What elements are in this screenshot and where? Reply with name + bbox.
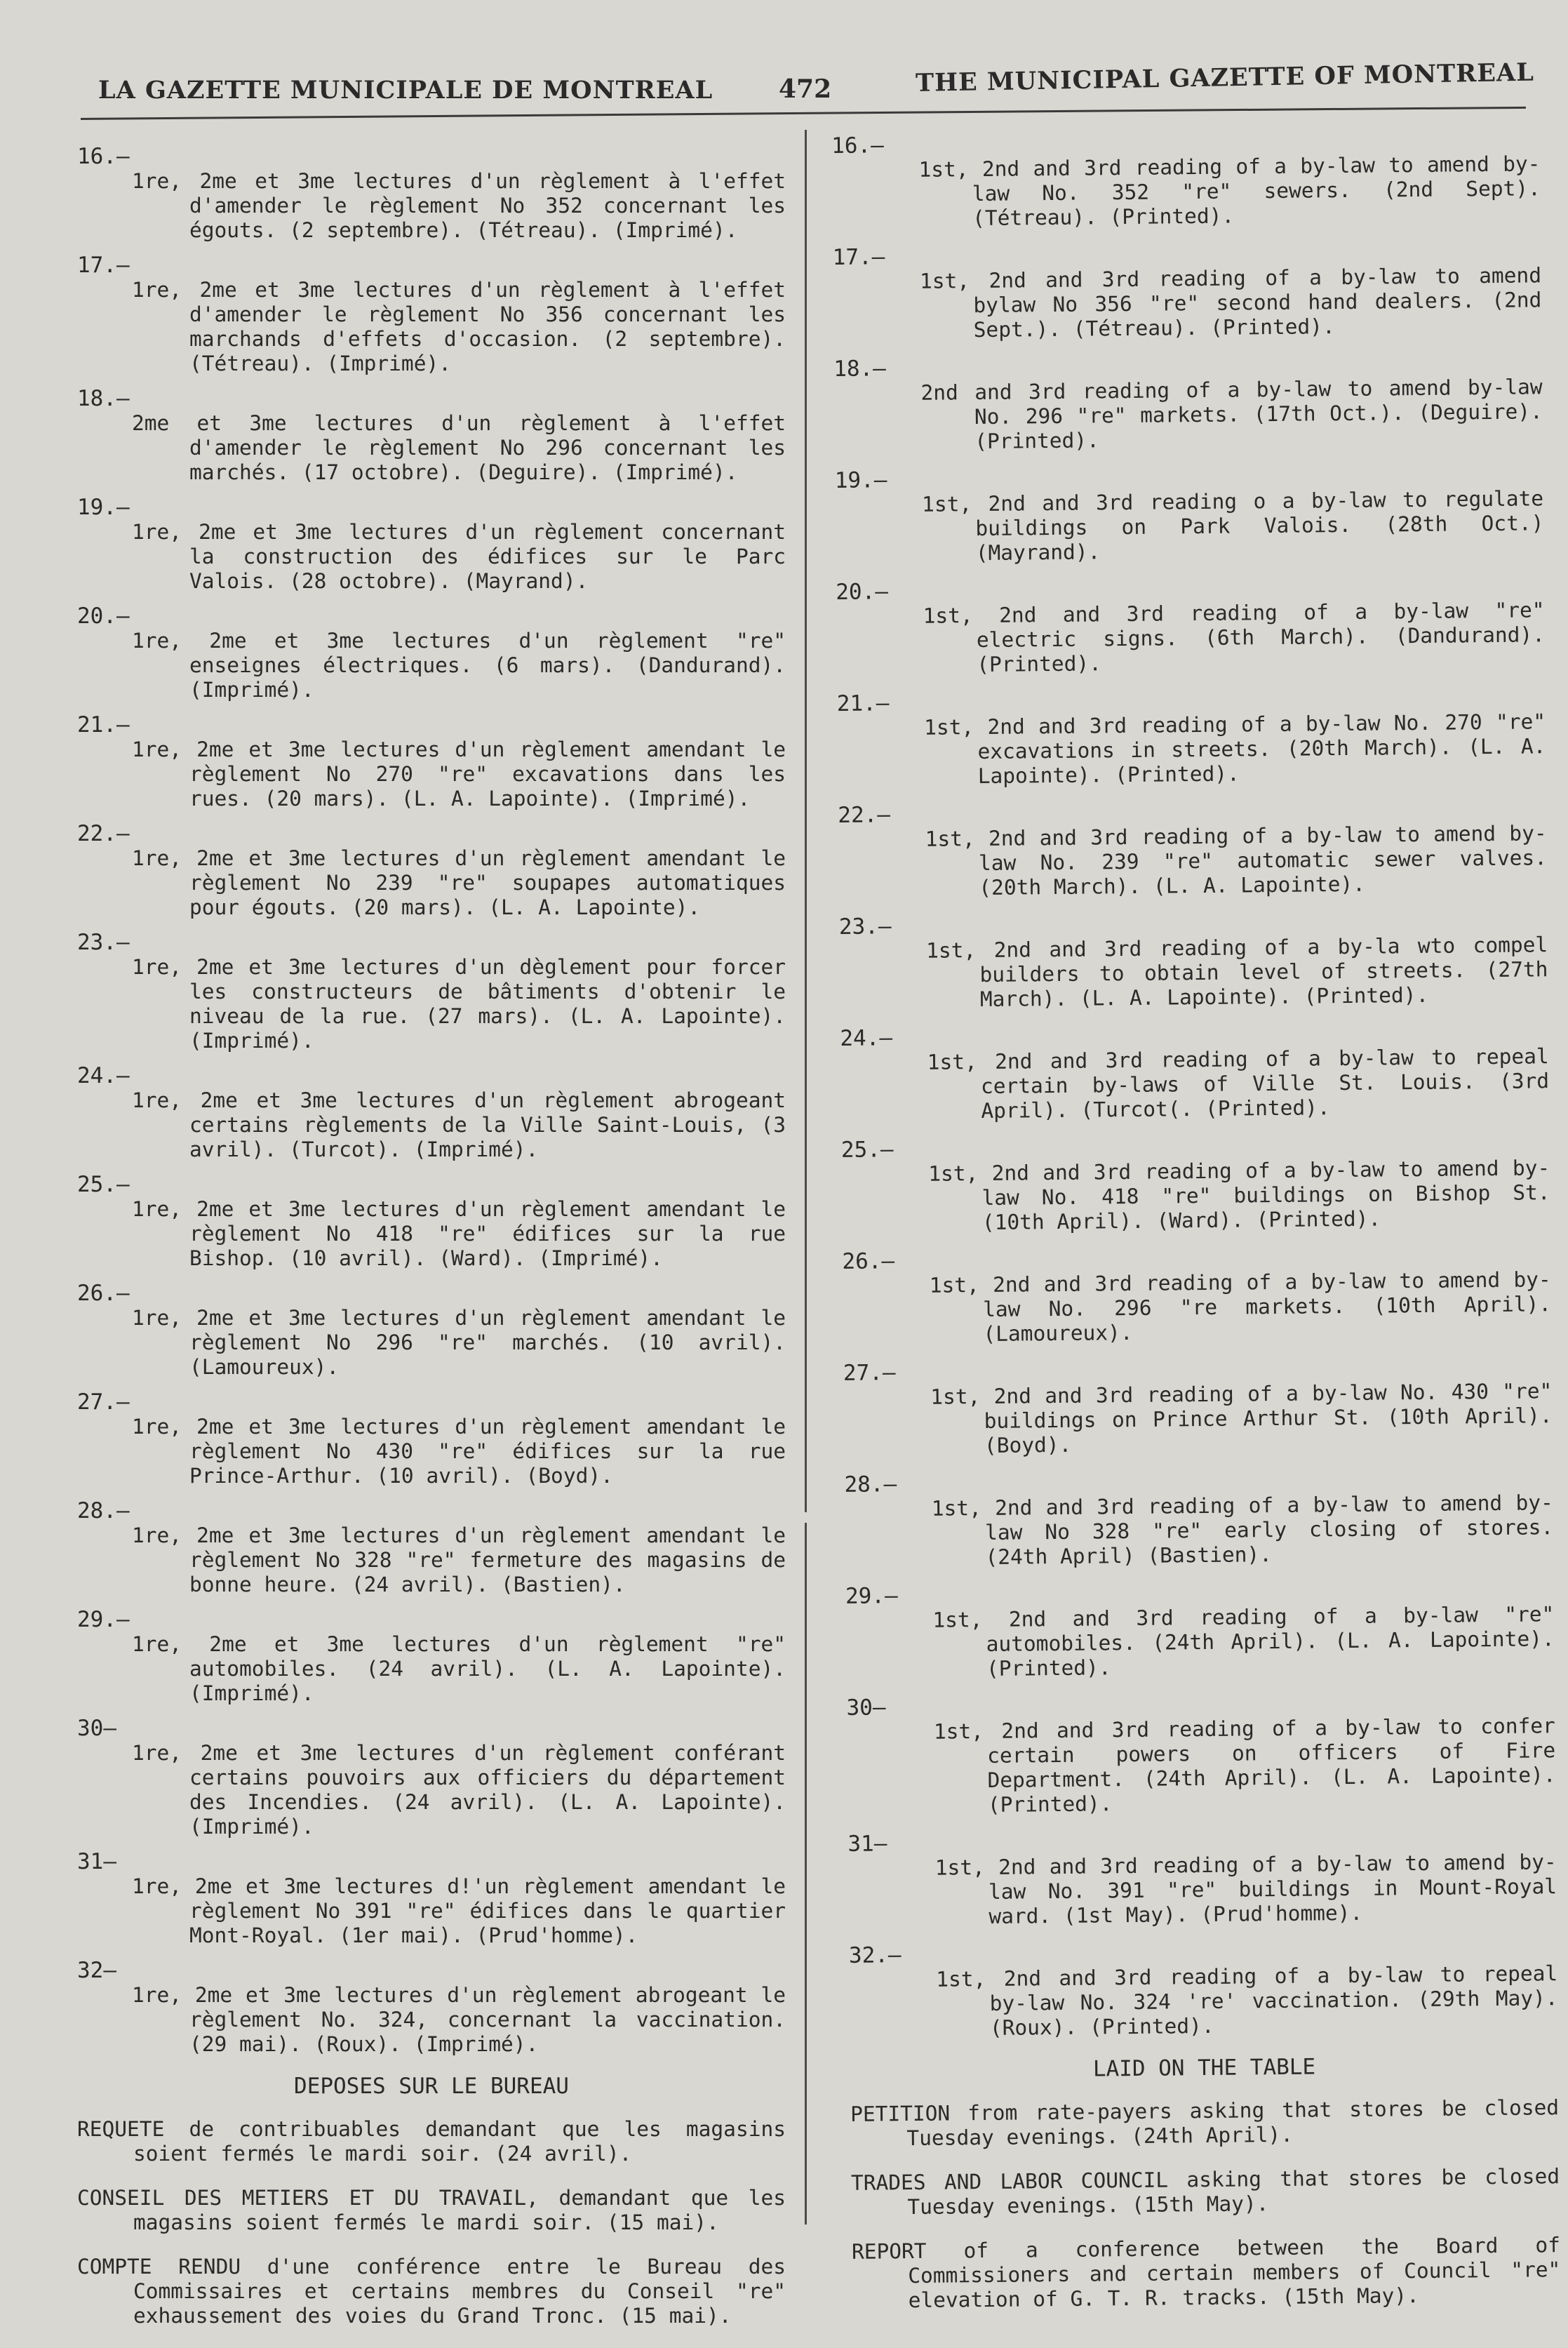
column-divider <box>805 130 807 1512</box>
entry-number: 29.— <box>845 1583 898 1609</box>
entry-number: 22.— <box>77 821 130 846</box>
list-item <box>77 1281 786 1380</box>
entry-text: 1re, 2me et 3me lectures d'un règlement "re" enseignes électriques. (6 mars). (Dandurand). (Imprimé). <box>132 629 786 702</box>
list-item: REPORT of a conference between the Board of Commissioners and certain members of Council "re" elevation of G. T. R. tracks. (15th May). <box>851 2233 1561 2313</box>
list-item: PETITION from rate-payers asking that stores be closed Tuesday evenings. (24th April). <box>850 2095 1560 2151</box>
entry-number: 19.— <box>834 467 887 493</box>
list-item <box>835 461 1544 567</box>
entry-number: 16.— <box>77 144 130 169</box>
list-item <box>842 1242 1551 1348</box>
entry-text: 1re, 2me et 3me lectures d'un règlement conférant certains pouvoirs aux officiers du département des Incendies. (24 avril). (L. A. Lapointe). (Imprimé). <box>132 1741 786 1839</box>
entry-text: 1re, 2me et 3me lectures d'un règlement abrogeant le règlement No. 324, concernant la vaccination. (29 mai). (Roux). (Imprimé). <box>132 1983 786 2056</box>
entry-number: 29.— <box>77 1607 130 1632</box>
entry-number: 19.— <box>77 495 130 520</box>
list-item <box>77 712 786 811</box>
list-item <box>841 1130 1550 1236</box>
entry-number: 30— <box>77 1716 116 1741</box>
list-item <box>77 821 786 920</box>
entry-number: 28.— <box>844 1472 897 1497</box>
entry-text: 1re, 2me et 3me lectures d'un règlement abrogeant certains règlements de la Ville Saint-Louis, (3 avril). (Turcot). (Imprimé). <box>132 1088 786 1161</box>
entry-number: 26.— <box>842 1248 895 1274</box>
entry-text: 1st, 2nd and 3rd reading o a by-law to regulate buildings on Park Valois. (28th Oct.) (Mayrand). <box>921 486 1544 566</box>
list-item <box>77 386 786 485</box>
entry-text: 1re, 2me et 3me lectures d'un règlement amendant le règlement No 430 "re" édifices sur la rue Prince-Arthur. (10 avril). (Boyd). <box>132 1415 786 1488</box>
entry-text: 1st, 2nd and 3rd reading of a by-law to repeal certain by-laws of Ville St. Louis. (3rd April). (Turcot(. (Printed). <box>927 1044 1550 1123</box>
list-item <box>77 1716 786 1839</box>
header-rule <box>81 107 1526 120</box>
entry-number: 18.— <box>833 356 887 382</box>
entry-number: 25.— <box>840 1137 894 1163</box>
entry-text: 1st, 2nd and 3rd reading of a by-law to amend by-law No. 296 "re markets. (10th April). (Lamoureux). <box>929 1267 1552 1347</box>
entry-number: 24.— <box>77 1063 130 1088</box>
list-item <box>77 1389 786 1488</box>
entry-text: 1st, 2nd and 3rd reading of a by-law to amend by-law No. 391 "re" buildings in Mount-Royal ward. (1st May). (Prud'homme). <box>934 1850 1557 1928</box>
entry-text: 1st, 2nd and 3rd reading of a by-law to amend by-law No. 352 "re" sewers. (2nd Sept). (Tétreau). (Printed). <box>918 152 1541 231</box>
entry-text: 1st, 2nd and 3rd reading of a by-la wto compel builders to obtain level of streets. (27th March). (L. A. Lapointe). (Printed). <box>926 933 1548 1012</box>
entry-text: 1st, 2nd and 3rd reading of a by-law "re" automobiles. (24th April). (L. A. Lapointe). (Printed). <box>932 1602 1555 1681</box>
entry-text: 1re, 2me et 3me lectures d'un règlement amendant le règlement No 239 "re" soupapes automatiques pour égouts. (20 mars). (L. A. Lapointe). <box>132 846 786 919</box>
list-item <box>843 1354 1553 1460</box>
entry-number: 21.— <box>77 712 130 738</box>
list-item <box>838 796 1547 902</box>
entry-text: 2me et 3me lectures d'un règlement à l'effet d'amender le règlement No 296 concernant les marchés. (17 octobre). (Deguire). (Imprimé). <box>132 411 786 484</box>
entry-number: 26.— <box>77 1281 130 1306</box>
entry-number: 17.— <box>77 253 130 278</box>
list-item <box>77 603 786 702</box>
entry-text: 1re, 2me et 3me lectures d'un règlement à l'effet d'amender le règlement No 352 concernant les égouts. (2 septembre). (Tétreau). (Imprimé). <box>132 169 786 242</box>
list-item <box>831 126 1541 232</box>
french-column <box>77 144 786 2348</box>
list-item <box>847 1825 1557 1930</box>
entry-number: 21.— <box>836 691 890 716</box>
entry-number: 27.— <box>77 1389 130 1415</box>
list-item <box>77 495 786 594</box>
entry-number: 16.— <box>831 133 884 159</box>
entry-text: 1st, 2nd and 3rd reading of a by-law "re" electric signs. (6th March). (Dandurand). (Printed). <box>923 598 1546 677</box>
entry-text: 1st, 2nd and 3rd reading of a by-law to confer certain powers on officers of Fire Department. (24th April). (L. A. Lapointe). (Printed). <box>933 1714 1556 1817</box>
list-item: COMPTE RENDU d'une conférence entre le Bureau des Commissaires et certains membres du Conseil "re" exhaussement des voies du Grand Tronc. (15 mai). <box>77 2255 786 2328</box>
list-item <box>844 1465 1553 1571</box>
page-header <box>0 0 1568 133</box>
list-item <box>836 573 1545 679</box>
list-item <box>77 1063 786 1162</box>
entry-number: 25.— <box>77 1172 130 1197</box>
entry-text: 1st, 2nd and 3rd reading of a by-law No. 430 "re" buildings on Prince Arthur St. (10th April). (Boyd). <box>930 1379 1553 1458</box>
entry-text: 1st, 2nd and 3rd reading of a by-law to amend by-law No. 239 "re" automatic sewer valves. (20th March). (L. A. Lapointe). <box>925 821 1548 900</box>
english-column <box>831 126 1561 2333</box>
entry-text: 1st, 2nd and 3rd reading of a by-law to amend by-law No. 418 "re" buildings on Bishop St. (10th April). (Ward). (Printed). <box>928 1156 1550 1235</box>
list-item <box>839 907 1548 1013</box>
page-number: 472 <box>779 74 832 104</box>
list-item <box>77 1849 786 1948</box>
entry-text: 1re, 2me et 3me lectures d'un règlement "re" automobiles. (24 avril). (L. A. Lapointe). (Imprimé). <box>132 1632 786 1705</box>
entry-text: 1st, 2nd and 3rd reading of a by-law No. 270 "re" excavations in streets. (20th March). (L. A. Lapointe). (Printed). <box>923 709 1546 789</box>
entry-number: 24.— <box>840 1025 893 1051</box>
entry-number: 20.— <box>77 603 130 629</box>
entry-number: 31— <box>77 1849 116 1874</box>
entry-number: 23.— <box>77 930 130 955</box>
entry-number: 18.— <box>77 386 130 411</box>
entry-number: 31— <box>847 1831 887 1857</box>
entry-number: 30— <box>846 1695 886 1721</box>
entry-text: 1re, 2me et 3me lectures d'un règlement amendant le règlement No 328 "re" fermeture des magasins de bonne heure. (24 avril). (Bastien). <box>132 1523 786 1596</box>
list-item: CONSEIL DES METIERS ET DU TRAVAIL, demandant que les magasins soient fermés le mardi soir. (15 mai). <box>77 2186 786 2234</box>
section-title: LAID ON THE TABLE <box>1092 2054 1316 2082</box>
list-item <box>833 349 1543 455</box>
list-item <box>77 1172 786 1271</box>
entry-text: 1re, 2me et 3me lectures d!'un règlement amendant le règlement No 391 "re" édifices dans le quartier Mont-Royal. (1er mai). (Prud'homme). <box>132 1874 786 1947</box>
entry-number: 27.— <box>843 1360 896 1386</box>
header-french-title: LA GAZETTE MUNICIPALE DE MONTREAL <box>98 76 713 105</box>
list-item <box>77 144 786 243</box>
list-item <box>849 1936 1558 2042</box>
list-item <box>77 1607 786 1706</box>
list-item <box>837 684 1546 790</box>
entry-text: 1st, 2nd and 3rd reading of a by-law to amend by-law No 328 "re" early closing of stores. (24th April) (Bastien). <box>931 1490 1554 1569</box>
entry-number: 20.— <box>836 579 889 605</box>
entry-text: 2nd and 3rd reading of a by-law to amend by-law No. 296 "re" markets. (17th Oct.). (Deguire). (Printed). <box>920 375 1543 454</box>
list-item <box>833 238 1542 344</box>
list-item <box>840 1019 1549 1125</box>
list-item: REQUETE de contribuables demandant que les magasins soient fermés le mardi soir. (24 avril). <box>77 2117 786 2166</box>
entry-text: 1st, 2nd and 3rd reading of a by-law to repeal by-law No. 324 're' vaccination. (29th May). (Roux). (Printed). <box>936 1961 1558 2040</box>
entry-number: 22.— <box>838 802 891 828</box>
section-title: DEPOSES SUR LE BUREAU <box>294 2074 569 2099</box>
entry-number: 32.— <box>848 1942 902 1968</box>
list-item <box>77 1958 786 2057</box>
entry-text: 1re, 2me et 3me lectures d'un dèglement pour forcer les constructeurs de bâtiments d'obtenir le niveau de la rue. (27 mars). (L. A. Lapointe). (Imprimé). <box>132 955 786 1053</box>
list-item <box>845 1577 1555 1683</box>
list-item <box>846 1688 1556 1819</box>
header-english-title: THE MUNICIPAL GAZETTE OF MONTREAL <box>915 58 1535 98</box>
entry-text: 1re, 2me et 3me lectures d'un règlement concernant la construction des édifices sur le Parc Valois. (28 octobre). (Mayrand). <box>132 520 786 593</box>
entry-number: 17.— <box>832 244 885 270</box>
column-divider <box>805 1523 807 2224</box>
list-item: TRADES AND LABOR COUNCIL asking that stores be closed Tuesday evenings. (15th May). <box>850 2164 1560 2220</box>
entry-number: 23.— <box>838 914 892 940</box>
entry-number: 32— <box>77 1958 116 1983</box>
list-item <box>77 1498 786 1597</box>
list-item <box>77 253 786 376</box>
entry-text: 1re, 2me et 3me lectures d'un règlement à l'effet d'amender le règlement No 356 concernant les marchands d'effets d'occasion. (2 septembre). (Tétreau). (Imprimé). <box>132 278 786 375</box>
entry-text: 1re, 2me et 3me lectures d'un règlement amendant le règlement No 270 "re" excavations dans les rues. (20 mars). (L. A. Lapointe). (Imprimé). <box>132 738 786 811</box>
list-item <box>77 930 786 1053</box>
entry-number: 28.— <box>77 1498 130 1523</box>
entry-text: 1st, 2nd and 3rd reading of a by-law to amend bylaw No 356 "re" second hand dealers. (2nd Sept.). (Tétreau). (Printed). <box>919 263 1542 342</box>
entry-text: 1re, 2me et 3me lectures d'un règlement amendant le règlement No 296 "re" marchés. (10 avril). (Lamoureux). <box>132 1306 786 1379</box>
entry-text: 1re, 2me et 3me lectures d'un règlement amendant le règlement No 418 "re" édifices sur la rue Bishop. (10 avril). (Ward). (Imprimé). <box>132 1197 786 1270</box>
